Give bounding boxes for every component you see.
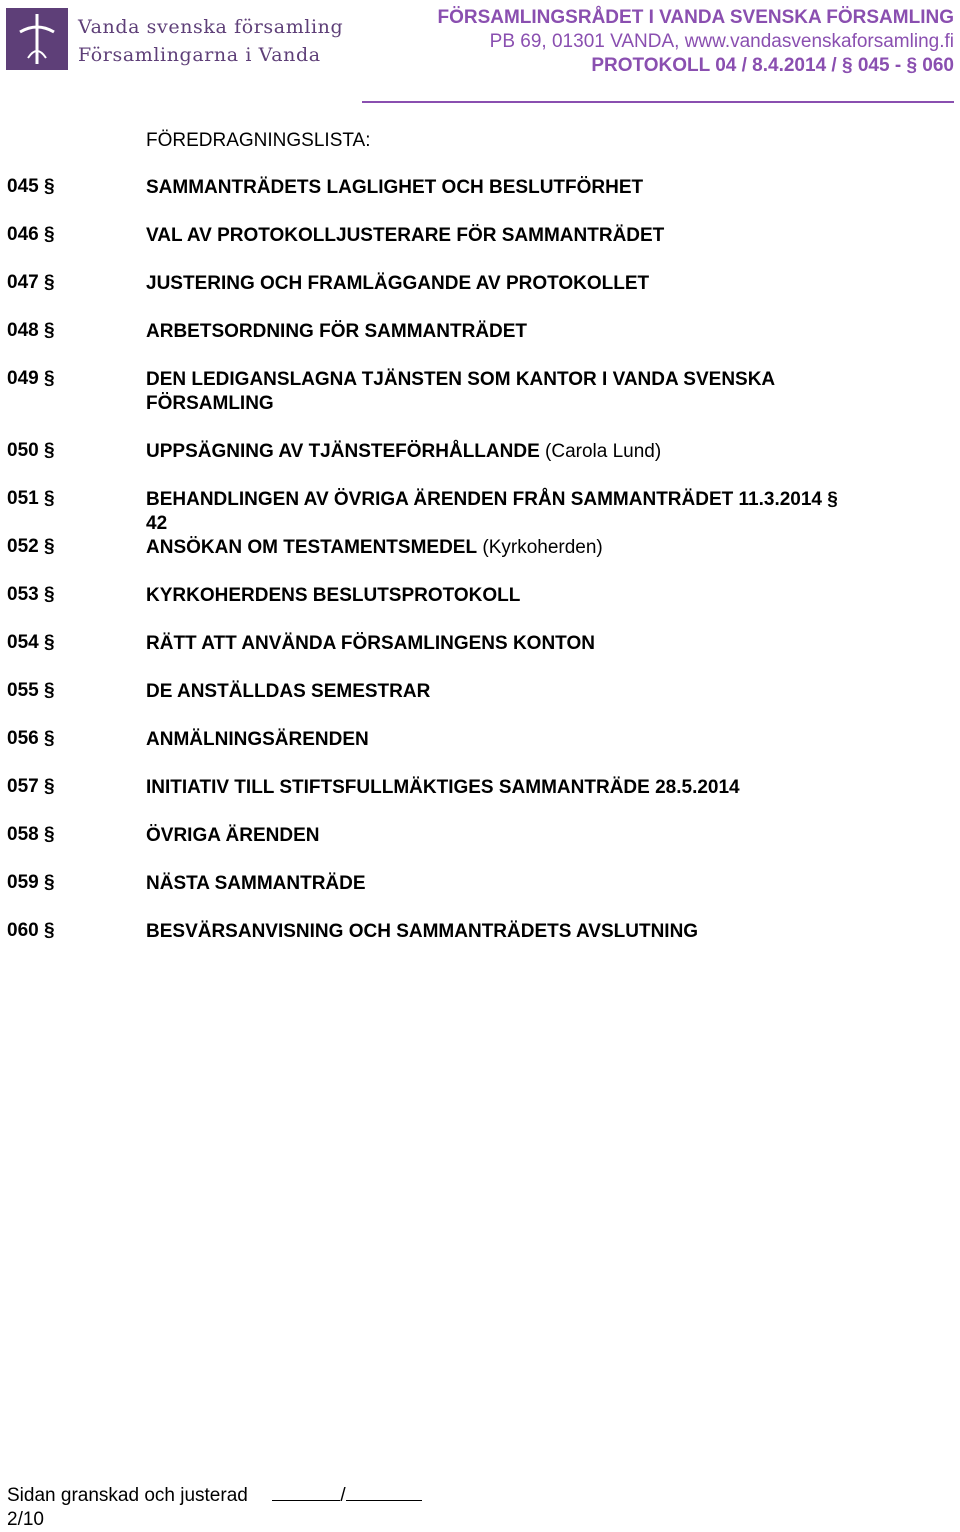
agenda-title: FÖREDRAGNINGSLISTA: — [146, 130, 371, 151]
section-sign-icon: § — [43, 680, 55, 701]
agenda-item — [0, 488, 960, 536]
document-header — [0, 0, 960, 106]
signature-blank-2 — [346, 1484, 422, 1501]
agenda-item-title: BESVÄRSANVISNING OCH SAMMANTRÄDETS AVSLUTNING — [146, 921, 699, 942]
agenda-item-number — [7, 536, 55, 558]
agenda-item-title: ANSÖKAN OM TESTAMENTSMEDEL — [146, 537, 478, 558]
section-sign-icon: § — [43, 824, 55, 845]
agenda-item-number — [7, 776, 55, 798]
item-number: 047 — [7, 272, 39, 293]
agenda-item-number — [7, 440, 55, 462]
section-sign-icon: § — [43, 320, 55, 341]
section-sign-icon: § — [43, 632, 55, 653]
agenda-item-number — [7, 176, 55, 198]
item-number: 045 — [7, 176, 39, 197]
agenda-item-text — [146, 920, 846, 944]
agenda-item-number — [7, 224, 55, 246]
agenda-item-title: KYRKOHERDENS BESLUTSPROTOKOLL — [146, 585, 521, 606]
section-start: 045 — [857, 55, 890, 76]
parish-logo — [6, 8, 366, 72]
agenda-item — [0, 728, 960, 776]
agenda-list — [0, 176, 960, 968]
section-sign-icon: § — [43, 440, 55, 461]
agenda-item — [0, 824, 960, 872]
agenda-item-text — [146, 272, 846, 296]
agenda-item-title: JUSTERING OCH FRAMLÄGGANDE AV PROTOKOLLET — [146, 273, 650, 294]
agenda-item-note: (Kyrkoherden) — [477, 537, 603, 558]
item-number: 057 — [7, 776, 39, 797]
agenda-item-number — [7, 920, 55, 942]
agenda-item-title: NÄSTA SAMMANTRÄDE — [146, 873, 366, 894]
agenda-item-number — [7, 488, 55, 510]
agenda-item-number — [7, 584, 55, 606]
agenda-item-text — [146, 176, 846, 200]
agenda-item — [0, 320, 960, 368]
logo-text-line1: Vanda svenska församling — [78, 16, 344, 38]
section-sign-icon: § — [43, 776, 55, 797]
agenda-item — [0, 272, 960, 320]
agenda-item — [0, 368, 960, 440]
section-sign-icon: § — [827, 489, 838, 510]
agenda-item-text — [146, 680, 846, 704]
agenda-item-number — [7, 368, 55, 390]
agenda-item — [0, 872, 960, 920]
item-number: 053 — [7, 584, 39, 605]
section-sign-icon: § — [43, 488, 55, 509]
item-number: 058 — [7, 824, 39, 845]
section-end: 060 — [922, 55, 954, 76]
agenda-item — [0, 536, 960, 584]
agenda-item-text — [146, 584, 846, 608]
item-number: 060 — [7, 920, 39, 941]
agenda-item-title: DE ANSTÄLLDAS SEMESTRAR — [146, 681, 431, 702]
page-footer — [7, 1484, 422, 1532]
agenda-item-title: RÄTT ATT ANVÄNDA FÖRSAMLINGENS KONTON — [146, 633, 595, 654]
agenda-item-title: INITIATIV TILL STIFTSFULLMÄKTIGES SAMMANTRÄDE 28.5.2014 — [146, 777, 740, 798]
logo-text-line2: Församlingarna i Vanda — [78, 44, 321, 66]
section-sign-icon: § — [43, 728, 55, 749]
review-label: Sidan granskad och justerad — [7, 1485, 248, 1506]
agenda-item-number — [7, 872, 55, 894]
agenda-item — [0, 680, 960, 728]
agenda-item-text — [146, 824, 846, 848]
section-sign-icon: § — [906, 55, 918, 76]
agenda-item-number — [7, 680, 55, 702]
item-number: 052 — [7, 536, 39, 557]
agenda-item-title: ANMÄLNINGSÄRENDEN — [146, 729, 369, 750]
item-number: 054 — [7, 632, 39, 653]
agenda-item-text — [146, 536, 846, 560]
agenda-item-number — [7, 272, 55, 294]
agenda-item — [0, 776, 960, 824]
section-sign-icon: § — [841, 55, 853, 76]
section-sign-icon: § — [43, 584, 55, 605]
protocol-label: PROTOKOLL 04 / 8.4.2014 / — [591, 55, 837, 76]
section-sign-icon: § — [43, 224, 55, 245]
agenda-item-title: ÖVRIGA ÄRENDEN — [146, 825, 320, 846]
agenda-item-number — [7, 320, 55, 342]
protocol-line — [437, 54, 954, 78]
agenda-item-title: VAL AV PROTOKOLLJUSTERARE FÖR SAMMANTRÄDET — [146, 225, 665, 246]
agenda-item-number — [7, 728, 55, 750]
signature-blank-1 — [272, 1484, 340, 1501]
reference-number: 42 — [146, 513, 168, 534]
agenda-item-text — [146, 488, 846, 536]
item-number: 046 — [7, 224, 39, 245]
agenda-item — [0, 632, 960, 680]
agenda-item-note: (Carola Lund) — [539, 441, 662, 462]
page-number: 2/10 — [7, 1509, 44, 1530]
agenda-item-title: BEHANDLINGEN AV ÖVRIGA ÄRENDEN FRÅN SAMMANTRÄDET 11.3.2014 — [146, 489, 822, 510]
item-number: 056 — [7, 728, 39, 749]
review-line — [7, 1484, 422, 1508]
agenda-item — [0, 440, 960, 488]
header-rule — [362, 101, 954, 103]
agenda-item-text — [146, 632, 846, 656]
section-sign-icon: § — [43, 536, 55, 557]
agenda-item-title: SAMMANTRÄDETS LAGLIGHET OCH BESLUTFÖRHET — [146, 177, 644, 198]
agenda-item-title: ARBETSORDNING FÖR SAMMANTRÄDET — [146, 321, 528, 342]
agenda-item-text — [146, 368, 846, 416]
item-number: 055 — [7, 680, 39, 701]
agenda-item-number — [7, 824, 55, 846]
agenda-item-number — [7, 632, 55, 654]
signature-slash: / — [340, 1485, 346, 1506]
address-line: PB 69, 01301 VANDA, www.vandasvenskaforsamling.fi — [489, 31, 954, 52]
agenda-item — [0, 920, 960, 968]
cross-logo-icon — [6, 8, 68, 70]
section-dash: - — [894, 55, 902, 76]
item-number: 048 — [7, 320, 39, 341]
agenda-item-text — [146, 776, 846, 800]
agenda-item-title: UPPSÄGNING AV TJÄNSTEFÖRHÅLLANDE — [146, 441, 540, 462]
agenda-item — [0, 224, 960, 272]
agenda-item — [0, 176, 960, 224]
section-sign-icon: § — [43, 368, 55, 389]
agenda-item-title: DEN LEDIGANSLAGNA TJÄNSTEN SOM KANTOR I VANDA SVENSKA FÖRSAMLING — [146, 369, 775, 414]
agenda-item-text — [146, 320, 846, 344]
organization-name: FÖRSAMLINGSRÅDET I VANDA SVENSKA FÖRSAMLING — [437, 7, 954, 28]
section-sign-icon: § — [43, 272, 55, 293]
header-info — [437, 6, 954, 78]
agenda-item-text — [146, 440, 846, 464]
section-sign-icon: § — [43, 872, 55, 893]
item-number: 049 — [7, 368, 39, 389]
item-number: 050 — [7, 440, 39, 461]
item-number: 051 — [7, 488, 39, 509]
agenda-item — [0, 584, 960, 632]
item-number: 059 — [7, 872, 39, 893]
agenda-item-text — [146, 872, 846, 896]
section-sign-icon: § — [43, 920, 55, 941]
agenda-item-text — [146, 224, 846, 248]
section-sign-icon: § — [43, 176, 55, 197]
agenda-item-text — [146, 728, 846, 752]
